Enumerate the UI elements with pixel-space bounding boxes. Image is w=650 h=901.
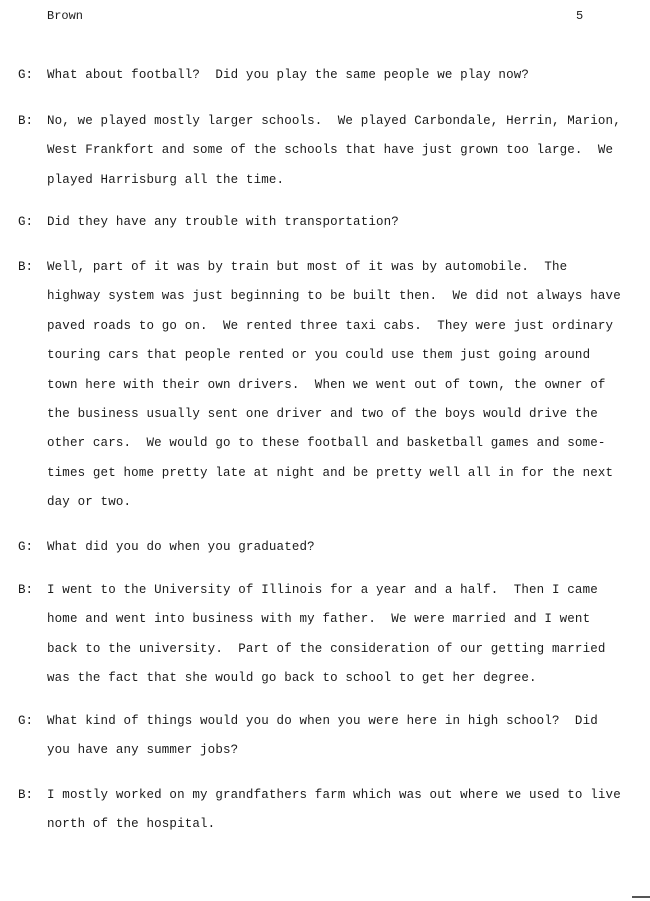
transcript-line: No, we played mostly larger schools. We played Carbondale, Herrin, Marion, <box>47 114 621 128</box>
transcript-line: played Harrisburg all the time. <box>47 172 285 187</box>
transcript-line: was the fact that she would go back to school to get her degree. <box>47 671 537 686</box>
transcript-line: day or two. <box>47 495 132 510</box>
transcript-line: you have any summer jobs? <box>47 743 239 758</box>
page-number: 5 <box>576 9 584 23</box>
transcript-line: What did you do when you graduated? <box>47 540 315 554</box>
transcript-line: Well, part of it was by train but most of it was by automobile. The <box>47 260 568 274</box>
transcript-line: What about football? Did you play the same people we play now? <box>47 68 530 82</box>
transcript-line: the business usually sent one driver and two of the boys would drive the <box>47 407 598 421</box>
speaker-label: G: <box>18 714 34 728</box>
interviewee-name-header: Brown <box>47 9 84 23</box>
transcript-line: paved roads to go on. We rented three taxi cabs. They were just ordinary <box>47 318 614 333</box>
speaker-label: B: <box>18 260 34 274</box>
transcript-line: I mostly worked on my grandfathers farm which was out where we used to live <box>47 788 621 802</box>
speaker-label: G: <box>18 540 34 554</box>
transcript-line: I went to the University of Illinois for a year and a half. Then I came <box>47 583 598 597</box>
transcript-line: West Frankfort and some of the schools that have just grown too large. We <box>47 143 614 158</box>
transcript-line: What kind of things would you do when you were here in high school? Did <box>47 714 598 728</box>
speaker-label: B: <box>18 114 34 128</box>
speaker-label: G: <box>18 215 34 229</box>
speaker-label: B: <box>18 583 34 597</box>
transcript-line: times get home pretty late at night and be pretty well all in for the next <box>47 465 614 480</box>
speaker-label: B: <box>18 788 34 802</box>
scan-edge-mark <box>632 896 650 898</box>
transcript-line: town here with their own drivers. When we went out of town, the owner of <box>47 377 606 392</box>
transcript-line: back to the university. Part of the consideration of our getting married <box>47 641 606 656</box>
transcript-line: north of the hospital. <box>47 817 216 832</box>
transcript-line: Did they have any trouble with transportation? <box>47 215 399 229</box>
speaker-label: G: <box>18 68 34 82</box>
transcript-line: other cars. We would go to these football and basketball games and some- <box>47 436 606 451</box>
transcript-line: home and went into business with my father. We were married and I went <box>47 612 591 627</box>
transcript-line: touring cars that people rented or you could use them just going around <box>47 348 591 363</box>
transcript-line: highway system was just beginning to be built then. We did not always have <box>47 289 621 304</box>
